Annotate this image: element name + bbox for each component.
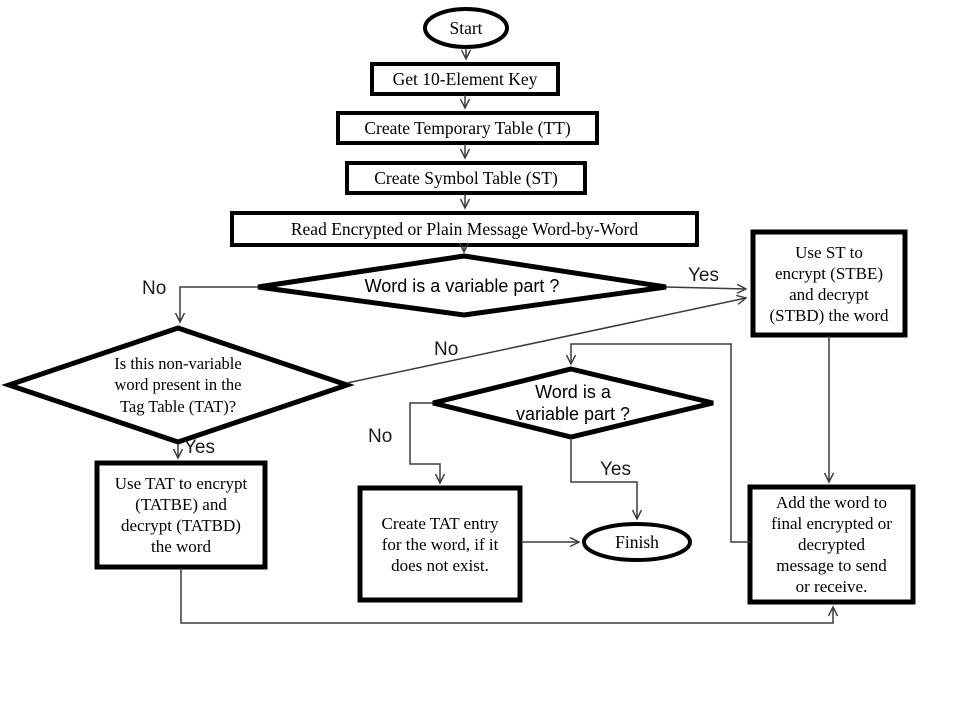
create-st-label: Create Symbol Table (ST) bbox=[374, 167, 558, 188]
get-key-label: Get 10-Element Key bbox=[392, 68, 538, 89]
edge-label-no-mid: No bbox=[368, 426, 393, 447]
add-word-process-shape bbox=[750, 487, 913, 602]
start-label: Start bbox=[449, 17, 483, 38]
edge-tagtable-no-diagonal-to-usest bbox=[347, 298, 746, 383]
use-st-label: Use ST to encrypt (STBE) and decrypt (STBD) the word bbox=[769, 242, 889, 325]
edge-label-yes-mid: Yes bbox=[600, 459, 631, 480]
edge-decision-top-no-to-tagtable bbox=[180, 287, 258, 322]
create-st-process-shape bbox=[347, 163, 585, 193]
edge-label-yes-top: Yes bbox=[688, 265, 719, 286]
use-tat-label: Use TAT to encrypt (TATBE) and decrypt (TATBD) the word bbox=[114, 474, 248, 556]
finish-terminator-shape bbox=[584, 524, 690, 560]
edge-label-no-diagonal: No bbox=[434, 339, 459, 360]
decision-word-variable-mid-label: Word is a variable part ? bbox=[515, 382, 631, 424]
create-tat-entry-process-shape bbox=[360, 488, 520, 600]
use-st-process-shape bbox=[753, 232, 905, 335]
decision-word-variable-mid-shape bbox=[433, 369, 713, 437]
edge-decision-mid-yes-to-finish bbox=[571, 438, 637, 519]
decision-tag-table-shape bbox=[9, 328, 347, 442]
decision-word-variable-top-label: Word is a variable part ? bbox=[364, 275, 560, 296]
read-message-label: Read Encrypted or Plain Message Word-by-Word bbox=[290, 218, 639, 239]
edge-label-yes-tag-table: Yes bbox=[184, 437, 215, 458]
use-tat-process-shape bbox=[97, 463, 265, 567]
create-tat-entry-label: Create TAT entry for the word, if it does not exist. bbox=[381, 513, 499, 575]
create-tt-label: Create Temporary Table (TT) bbox=[364, 117, 571, 138]
edge-label-no-top: No bbox=[142, 278, 167, 299]
edge-decision-mid-no-to-createtat bbox=[410, 403, 440, 483]
start-terminator-shape bbox=[425, 9, 507, 47]
decision-tag-table-label: Is this non-variable word present in the Tag Table (TAT)? bbox=[114, 353, 242, 416]
create-tt-process-shape bbox=[338, 113, 597, 143]
read-message-process-shape bbox=[232, 213, 697, 245]
finish-label: Finish bbox=[615, 531, 659, 552]
decision-word-variable-top-shape bbox=[258, 256, 666, 315]
edge-decision-top-yes-to-usest bbox=[666, 287, 746, 289]
add-word-label: Add the word to final encrypted or decrypted message to send or receive. bbox=[771, 493, 892, 596]
get-key-process-shape bbox=[372, 64, 558, 94]
